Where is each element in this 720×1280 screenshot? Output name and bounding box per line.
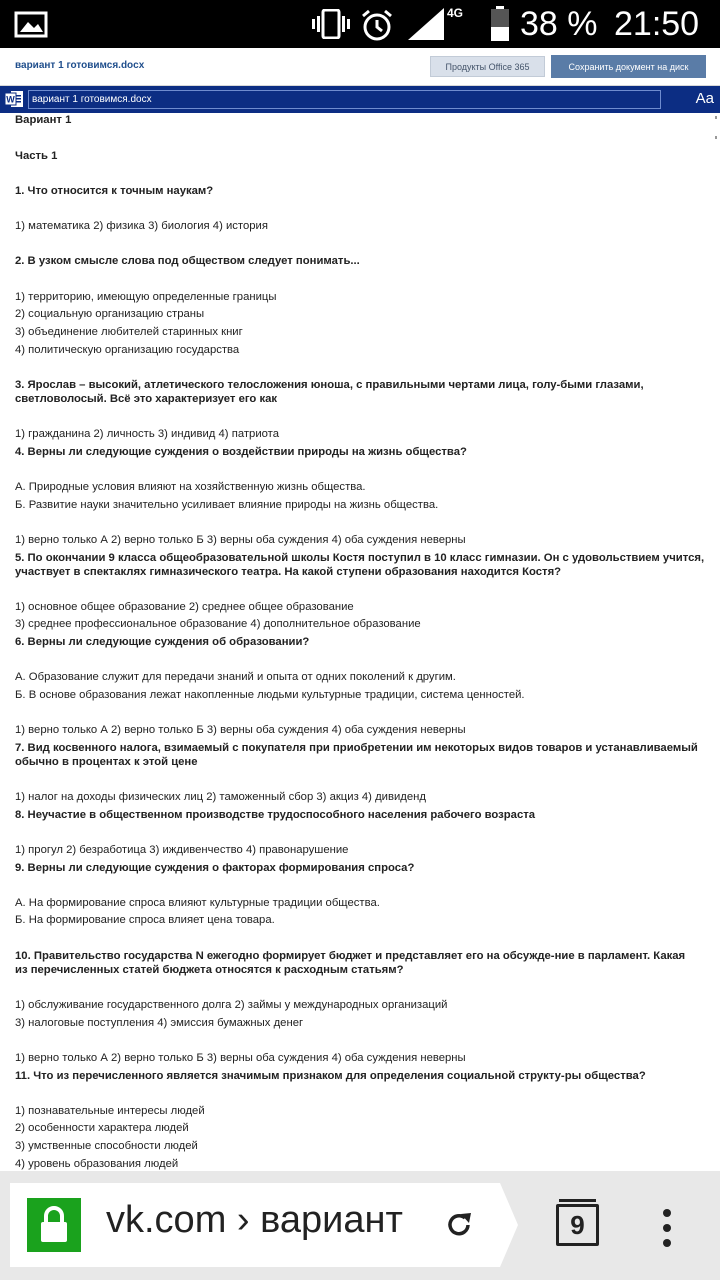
question-text: 6. Верны ли следующие суждения об образовании? [15,636,310,648]
answer-text: 1) прогул 2) безработица 3) иждивенчество 4) правонарушение [15,844,349,856]
answer-text: 3) среднее профессиональное образование 4) дополнительное образование [15,618,421,630]
question-text: 11. Что из перечисленного является значимым признаком для определения социальной структу-ры общества? [15,1070,646,1082]
question-text: 10. Правительство государства N ежегодно формирует бюджет и представляет его на обсужде-ние в парламент. Какая [15,950,686,962]
question-text: участвует в спектаклях гимназического театра. На какой ступени образования находится Костя? [15,566,562,578]
scroll-marker [715,116,717,119]
answer-text: А. На формирование спроса влияют культурные традиции общества. [15,897,380,909]
question-text: обычно в процентах к этой цене [15,756,198,768]
battery-percent: 38 % [520,5,598,43]
url-text[interactable]: vk.com › вариант [106,1199,403,1241]
signal-icon [408,8,444,40]
answer-text: 1) верно только А 2) верно только Б 3) верны оба суждения 4) оба суждения неверны [15,724,466,736]
status-bar [0,0,720,48]
question-text: 4. Верны ли следующие суждения о воздействии природы на жизнь общества? [15,446,467,458]
lock-icon [27,1198,81,1252]
answer-text: 1) основное общее образование 2) среднее общее образование [15,601,354,613]
scroll-marker [715,136,717,139]
gallery-icon [14,11,48,38]
answer-text: Б. На формирование спроса влияет цена товара. [15,914,275,926]
word-icon [5,90,23,108]
office365-products-button[interactable]: Продукты Office 365 [430,56,545,77]
question-text: из перечисленных статей бюджета относятся к расходным статьям? [15,964,404,976]
svg-text:W: W [6,94,15,105]
battery-icon [490,6,510,42]
answer-text: 1) познавательные интересы людей [15,1105,205,1117]
answer-text: 4) уровень образования людей [15,1158,179,1170]
question-text: 1. Что относится к точным наукам? [15,185,214,197]
answer-text: 4) политическую организацию государства [15,344,240,356]
save-to-drive-button[interactable]: Сохранить документ на диск [551,55,706,78]
font-size-button[interactable]: Aa [695,90,714,107]
browser-bottom-bar [0,1171,720,1280]
vibrate-icon [312,9,350,39]
network-type: 4G [447,6,464,20]
answer-text: 3) налоговые поступления 4) эмиссия бумажных денег [15,1017,304,1029]
answer-text: 1) верно только А 2) верно только Б 3) верны оба суждения 4) оба суждения неверны [15,1052,466,1064]
clock: 21:50 [614,5,700,43]
question-text: 9. Верны ли следующие суждения о факторах формирования спроса? [15,862,415,874]
answer-text: 1) налог на доходы физических лиц 2) таможенный сбор 3) акциз 4) дивиденд [15,791,426,803]
address-bar-arrow [500,1183,518,1267]
answer-text: 2) социальную организацию страны [15,308,205,320]
address-bar[interactable] [10,1183,500,1267]
question-text: 3. Ярослав – высокий, атлетического телосложения юноша, с правильными чертами лица, голу-быми глазами, [15,379,644,391]
word-toolbar [0,86,720,113]
alarm-icon [360,8,394,42]
question-text: светловолосый. Всё это характеризует его как [15,393,278,405]
question-text: 2. В узком смысле слова под обществом следует понимать... [15,255,360,267]
office-header [0,48,720,86]
answer-text: А. Природные условия влияют на хозяйственную жизнь общества. [15,481,366,493]
question-text: 5. По окончании 9 класса общеобразовательной школы Костя поступил в 10 класс гимназии. Он с удовольствием учится, [15,552,705,564]
more-menu-icon[interactable] [660,1208,674,1248]
answer-text: 3) умственные способности людей [15,1140,198,1152]
document-content[interactable] [15,113,710,1171]
answer-text: Б. В основе образования лежат накопленные людьми культурные традиции, система ценностей. [15,689,525,701]
answer-text: 1) обслуживание государственного долга 2) займы у международных организаций [15,999,448,1011]
question-text: Вариант 1 [15,114,72,126]
answer-text: 1) верно только А 2) верно только Б 3) верны оба суждения 4) оба суждения неверны [15,534,466,546]
answer-text: 3) объединение любителей старинных книг [15,326,243,338]
tab-count: 9 [570,1210,585,1240]
question-text: Часть 1 [15,150,58,162]
question-text: 7. Вид косвенного налога, взимаемый с покупателя при приобретении им некоторых видов товаров и устанавливаемый [15,742,698,754]
question-text: 8. Неучастие в общественном производстве трудоспособного населения рабочего возраста [15,809,536,821]
filename-input[interactable] [28,90,661,109]
document-title-link[interactable]: вариант 1 готовимся.docx [15,60,145,71]
answer-text: Б. Развитие науки значительно усиливает влияние природы на жизнь общества. [15,499,439,511]
tabs-button[interactable] [556,1204,599,1246]
answer-text: 2) особенности характера людей [15,1122,189,1134]
reload-icon[interactable] [444,1210,474,1240]
answer-text: 1) математика 2) физика 3) биология 4) история [15,220,268,232]
answer-text: 1) гражданина 2) личность 3) индивид 4) патриота [15,428,279,440]
answer-text: А. Образование служит для передачи знаний и опыта от одних поколений к другим. [15,671,456,683]
answer-text: 1) территорию, имеющую определенные границы [15,291,277,303]
tabs-stack-line [559,1199,596,1202]
